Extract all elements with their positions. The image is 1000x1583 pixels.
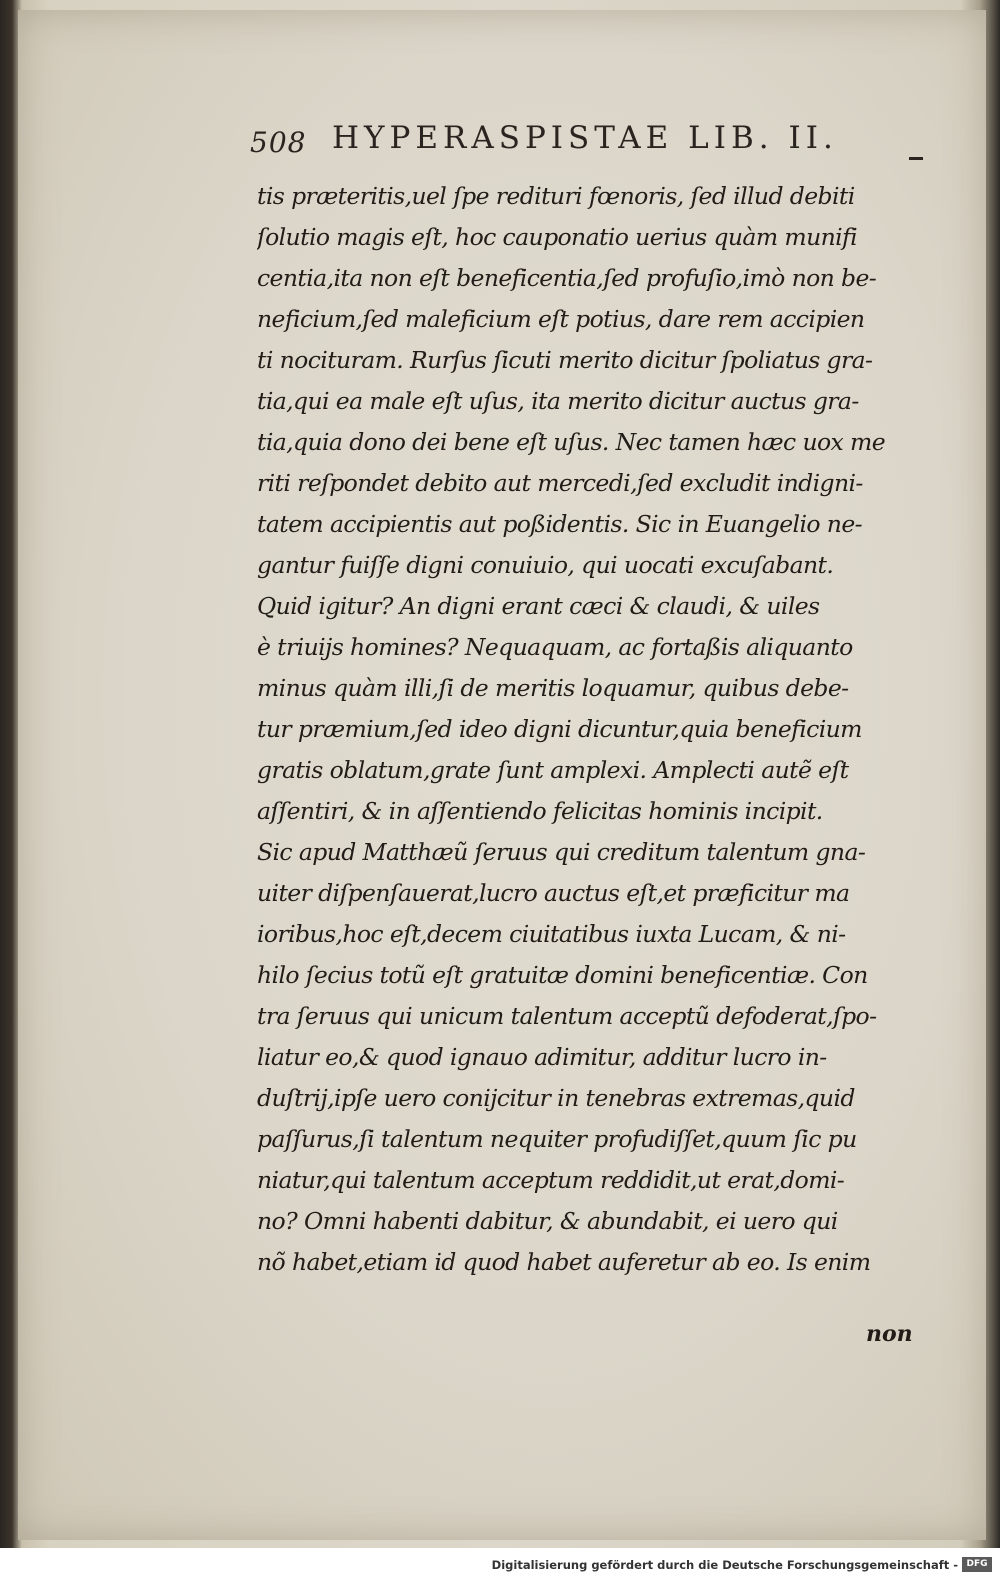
text-line: gratis oblatum,grate ſunt amplexi. Amplecti autẽ eſt (257, 756, 849, 784)
text-line: niatur,qui talentum acceptum reddidit,ut erat,domi- (257, 1166, 845, 1194)
text-line: aſſentiri, & in aſſentiendo felicitas hominis incipit. (257, 797, 823, 825)
text-line: paſſurus,ſi talentum nequiter profudiſſet,quum ſic pu (257, 1125, 857, 1153)
text-line: hilo ſecius totũ eſt gratuitæ domini beneficentiæ. Con (257, 961, 868, 989)
text-line: riti reſpondet debito aut mercedi,ſed excludit indigni- (257, 469, 863, 497)
text-line: tia,qui ea male eſt uſus, ita merito dicitur auctus gra- (257, 387, 859, 415)
text-line: gantur fuiſſe digni conuiuio, qui uocati excuſabant. (257, 551, 834, 579)
text-line: neficium,ſed maleficium eſt potius, dare rem accipien (257, 305, 865, 333)
funding-credit: Digitalisierung gefördert durch die Deutsche Forschungsgemeinschaft - (491, 1558, 958, 1572)
header-rule (909, 157, 923, 160)
text-line: ioribus,hoc eſt,decem ciuitatibus iuxta Lucam, & ni- (257, 920, 846, 948)
catchword: non (866, 1321, 913, 1347)
text-line: Quid igitur? An digni erant cæci & claudi, & uiles (257, 592, 820, 620)
page-number: 508 (250, 126, 307, 159)
text-line: tatem accipientis aut poßidentis. Sic in Euangelio ne- (257, 510, 862, 538)
text-line: ſolutio magis eſt, hoc cauponatio uerius quàm munifi (257, 223, 858, 251)
text-line: nõ habet,etiam id quod habet auferetur ab eo. Is enim (257, 1248, 871, 1276)
text-line: Sic apud Matthæũ ſeruus qui creditum talentum gna- (257, 838, 866, 866)
running-head: HYPERASPISTAE LIB. II. (332, 120, 838, 156)
body-text (257, 176, 925, 1283)
text-line: minus quàm illi,ſi de meritis loquamur, quibus debe- (257, 674, 849, 702)
text-line: è triuijs homines? Nequaquam, ac fortaßis aliquanto (257, 633, 853, 661)
text-line: ti nocituram. Rurſus ſicuti merito dicitur ſpoliatus gra- (257, 346, 873, 374)
text-line: tra ſeruus qui unicum talentum acceptũ defoderat,ſpo- (257, 1002, 877, 1030)
digitization-footer (0, 1548, 1000, 1583)
dfg-logo: DFG (962, 1557, 992, 1572)
text-line: tis præteritis,uel ſpe redituri fœnoris, ſed illud debiti (257, 182, 855, 210)
text-line: liatur eo,& quod ignauo adimitur, additur lucro in- (257, 1043, 827, 1071)
text-line: no? Omni habenti dabitur, & abundabit, ei uero qui (257, 1207, 838, 1235)
text-line: centia,ita non eſt beneficentia,ſed profuſio,imò non be- (257, 264, 877, 292)
page-header (250, 120, 920, 168)
text-line: tia,quia dono dei bene eſt uſus. Nec tamen hæc uox me (257, 428, 886, 456)
text-line: uiter diſpenſauerat,lucro auctus eſt,et præficitur ma (257, 879, 850, 907)
text-line: duſtrij,ipſe uero conijcitur in tenebras extremas,quid (257, 1084, 855, 1112)
text-line: tur præmium,ſed ideo digni dicuntur,quia beneficium (257, 715, 862, 743)
